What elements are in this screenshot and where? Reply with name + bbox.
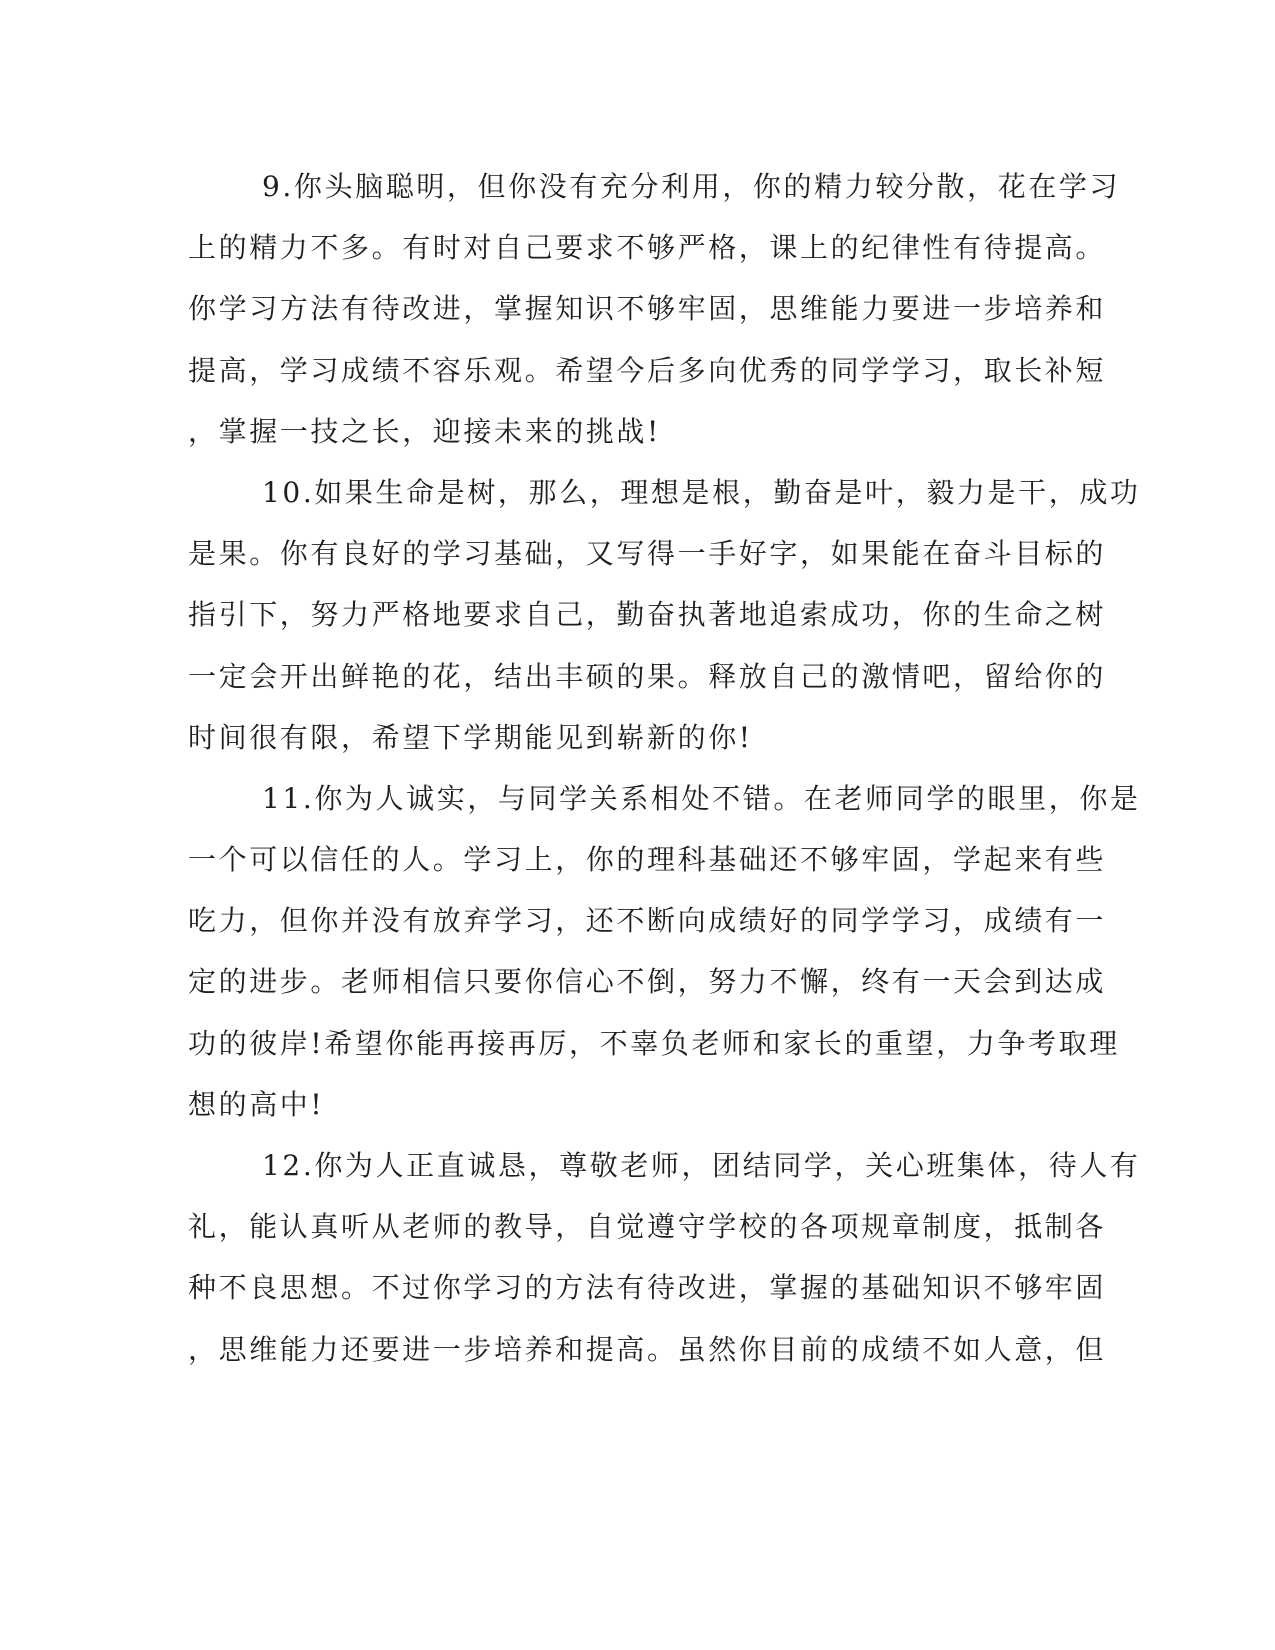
text-line: 功的彼岸!希望你能再接再厉，不辜负老师和家长的重望，力争考取理 <box>188 1026 1120 1060</box>
text-line: 10.如果生命是树，那么，理想是根，勤奋是叶，毅力是干，成功 <box>262 475 1141 509</box>
text-line: 时间很有限，希望下学期能见到崭新的你! <box>188 720 753 754</box>
text-line: 指引下，努力严格地要求自己，勤奋执著地追索成功，你的生命之树 <box>188 598 1107 632</box>
text-line: 一个可以信任的人。学习上，你的理科基础还不够牢固，学起来有些 <box>188 843 1107 877</box>
text-line: 是果。你有良好的学习基础，又写得一手好字，如果能在奋斗目标的 <box>188 537 1107 571</box>
text-line: 11.你为人诚实，与同学关系相处不错。在老师同学的眼里，你是 <box>262 781 1141 815</box>
document-body <box>188 156 1141 1380</box>
text-line: ，思维能力还要进一步培养和提高。虽然你目前的成绩不如人意，但 <box>188 1332 1107 1366</box>
text-line: 12.你为人正直诚恳，尊敬老师，团结同学，关心班集体，待人有 <box>262 1149 1141 1182</box>
text-line: 吃力，但你并没有放弃学习，还不断向成绩好的同学学习，成绩有一 <box>188 904 1107 938</box>
text-line: 定的进步。老师相信只要你信心不倒，努力不懈，终有一天会到达成 <box>188 965 1107 999</box>
text-line: 你学习方法有待改进，掌握知识不够牢固，思维能力要进一步培养和 <box>188 292 1107 326</box>
text-line: 上的精力不多。有时对自己要求不够严格，课上的纪律性有待提高。 <box>188 231 1107 265</box>
text-line: 9.你头脑聪明，但你没有充分利用，你的精力较分散，花在学习 <box>262 170 1121 203</box>
text-line: ，掌握一技之长，迎接未来的挑战! <box>188 414 661 448</box>
text-line: 种不良思想。不过你学习的方法有待改进，掌握的基础知识不够牢固 <box>188 1271 1107 1305</box>
text-line: 礼，能认真听从老师的教导，自觉遵守学校的各项规章制度，抵制各 <box>188 1210 1107 1244</box>
text-line: 提高，学习成绩不容乐观。希望今后多向优秀的同学学习，取长补短 <box>188 353 1107 387</box>
text-line: 想的高中! <box>188 1087 325 1121</box>
text-line: 一定会开出鲜艳的花，结出丰硕的果。释放自己的激情吧，留给你的 <box>188 659 1107 693</box>
